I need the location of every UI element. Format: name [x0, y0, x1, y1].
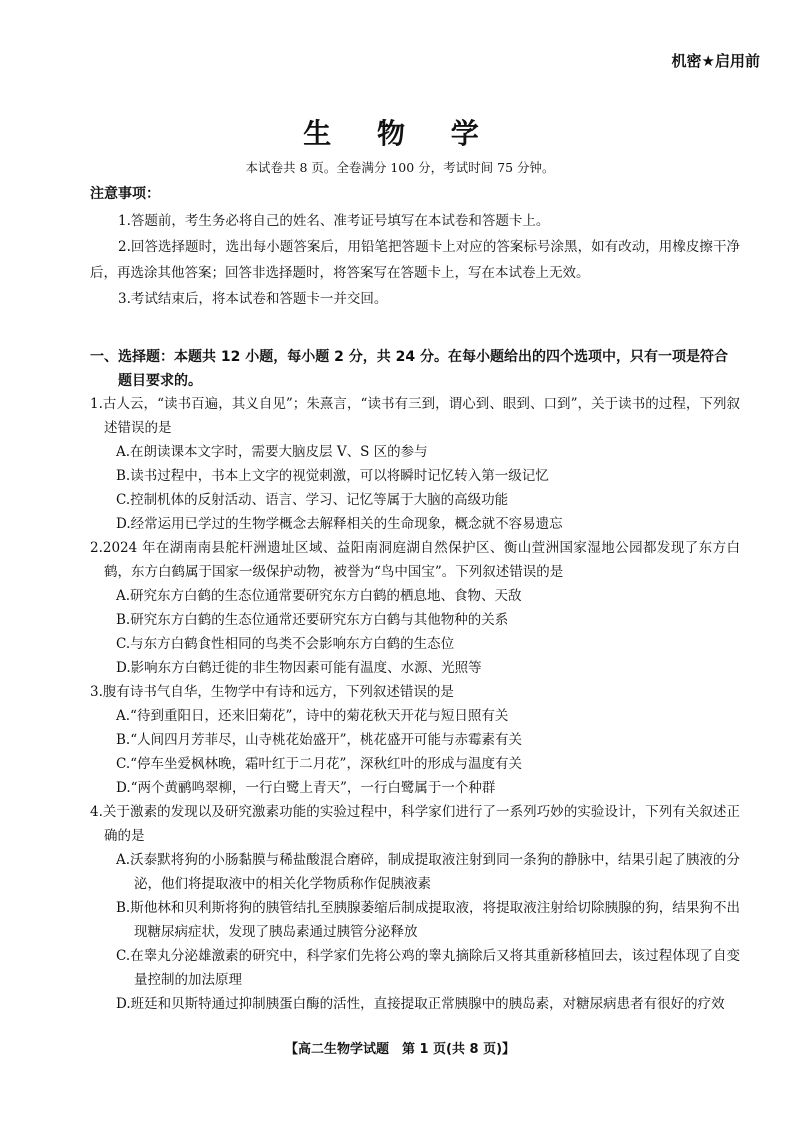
page-footer: 【高二生物学试题 第 1 页(共 8 页)】 [284, 1042, 516, 1057]
option-d: D.影响东方白鹤迁徙的非生物因素可能有温度、水源、光照等 [116, 660, 482, 676]
notice-heading: 注意事项： [90, 186, 160, 202]
notice-item: 3.考试结束后，将本试卷和答题卡一并交回。 [118, 291, 388, 307]
option-a: A.在朗读课本文字时，需要大脑皮层 V、S 区的参与 [116, 444, 428, 460]
question-stem: 4.关于激素的发现以及研究激素功能的实验过程中，科学家们进行了一系列巧妙的实验设计，下列有关叙述正确的是 [90, 804, 740, 844]
section-heading: 一、选择题：本题共 12 小题，每小题 2 分，共 24 分。在每小题给出的四个选项中，只有一项是符合题目要求的。 [90, 349, 728, 389]
option-b: B.读书过程中，书本上文字的视觉刺激，可以将瞬时记忆转入第一级记忆 [116, 468, 549, 484]
option-b: B.“人间四月芳菲尽，山寺桃花始盛开”，桃花盛开可能与赤霉素有关 [116, 732, 523, 748]
option-c: C.与东方白鹤食性相同的鸟类不会影响东方白鹤的生态位 [116, 636, 455, 652]
option-b: B.斯他林和贝利斯将狗的胰管结扎至胰腺萎缩后制成提取液，将提取液注射给切除胰腺的狗，结果狗不出现糖尿病症状，发现了胰岛素通过胰管分泌释放 [116, 900, 740, 940]
question-stem: 1.古人云，“读书百遍，其义自见”；朱熹言，“读书有三到，谓心到、眼到、口到”，关于读书的过程，下列叙述错误的是 [90, 396, 740, 436]
question-3 [90, 680, 740, 800]
notice-item: 1.答题前，考生务必将自己的姓名、准考证号填写在本试卷和答题卡上。 [118, 213, 550, 229]
question-1 [90, 392, 740, 536]
notice-item: 2.回答选择题时，选出每小题答案后，用铅笔把答题卡上对应的答案标号涂黑，如有改动，用橡皮擦干净后，再选涂其他答案；回答非选择题时，将答案写在答题卡上，写在本试卷上无效。 [90, 239, 740, 281]
option-d: D.“两个黄鹂鸣翠柳，一行白鹭上青天”，一行白鹭属于一个种群 [116, 780, 496, 796]
option-c: C.控制机体的反射活动、语言、学习、记忆等属于大脑的高级功能 [116, 492, 509, 508]
option-a: A.研究东方白鹤的生态位通常要研究东方白鹤的栖息地、食物、天敌 [116, 588, 522, 604]
question-2 [90, 536, 740, 680]
option-d: D.经常运用已学过的生物学概念去解释相关的生命现象，概念就不容易遗忘 [116, 516, 563, 532]
confidential-label: 机密★启用前 [671, 52, 760, 70]
option-d: D.班廷和贝斯特通过抑制胰蛋白酶的活性，直接提取正常胰腺中的胰岛素，对糖尿病患者有很好的疗效 [116, 996, 725, 1012]
question-stem: 2.2024 年在湖南南县舵杆洲遗址区域、益阳南洞庭湖自然保护区、衡山萱洲国家湿地公园都发现了东方白鹤，东方白鹤属于国家一级保护动物，被誉为“鸟中国宝”。下列叙述错误的是 [90, 540, 740, 580]
option-a: A.沃泰默将狗的小肠黏膜与稀盐酸混合磨碎，制成提取液注射到同一条狗的静脉中，结果引起了胰液的分泌，他们将提取液中的相关化学物质称作促胰液素 [116, 852, 740, 892]
question-list [90, 392, 740, 1016]
page-subtitle: 本试卷共 8 页。全卷满分 100 分，考试时间 75 分钟。 [245, 160, 555, 175]
notice-list [90, 208, 740, 312]
page-title: 生 物 学 [303, 117, 497, 150]
question-4 [90, 800, 740, 1016]
option-c: C.“停车坐爱枫林晚，霜叶红于二月花”，深秋红叶的形成与温度有关 [116, 756, 522, 772]
option-b: B.研究东方白鹤的生态位通常还要研究东方白鹤与其他物种的关系 [116, 612, 509, 628]
option-a: A.“待到重阳日，还来旧菊花”，诗中的菊花秋天开花与短日照有关 [116, 708, 509, 724]
option-c: C.在睾丸分泌雄激素的研究中，科学家们先将公鸡的睾丸摘除后又将其重新移植回去，该过程体现了自变量控制的加法原理 [116, 948, 740, 988]
question-stem: 3.腹有诗书气自华，生物学中有诗和远方，下列叙述错误的是 [90, 684, 454, 700]
